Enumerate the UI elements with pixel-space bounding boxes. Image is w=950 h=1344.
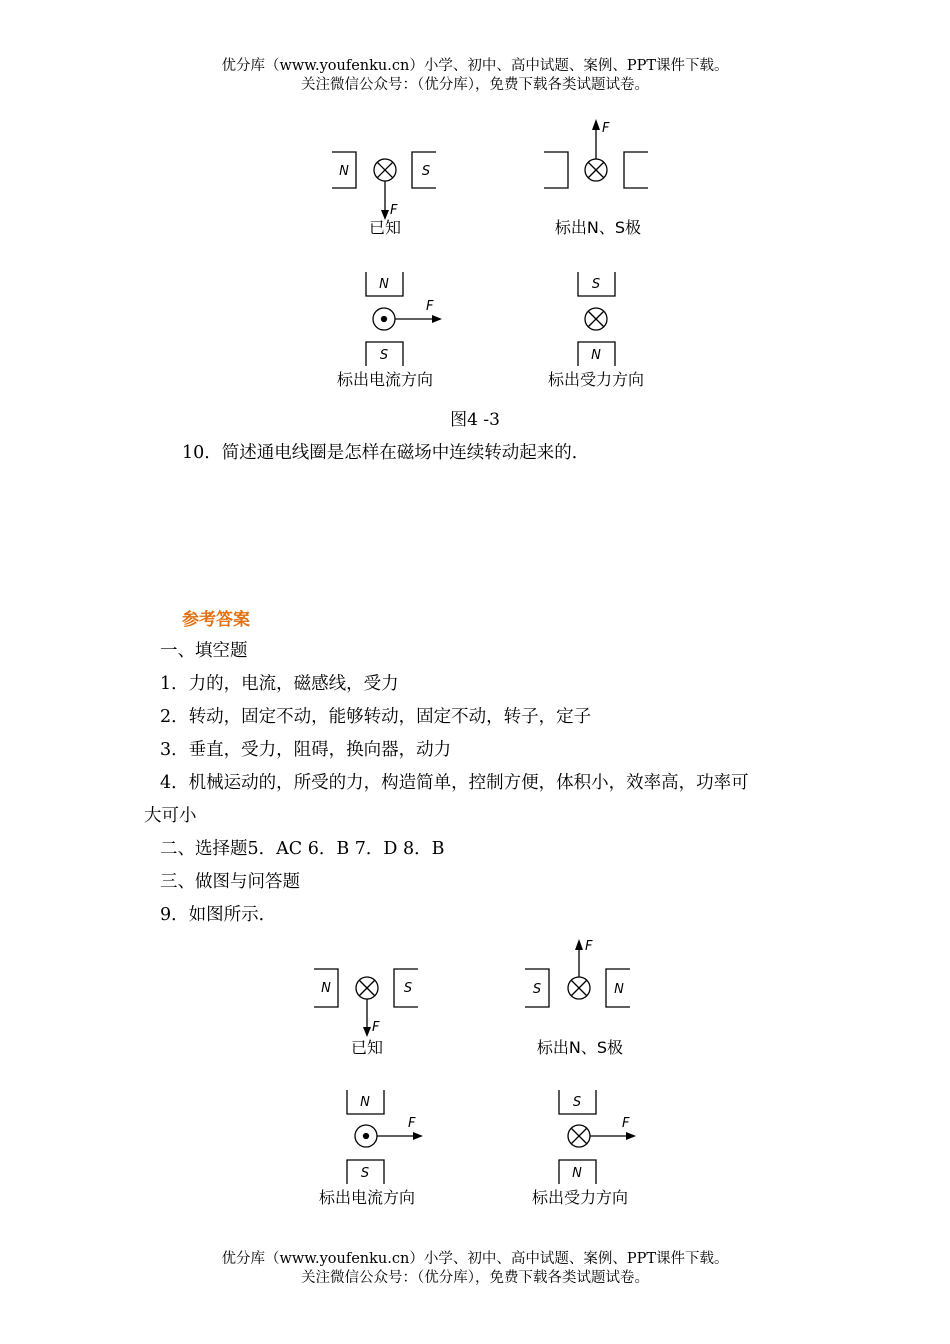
pole-label: N [360,1095,370,1110]
figure-4-3 [310,114,680,396]
question-10: 10．简述通电线圈是怎样在磁场中连续转动起来的． [182,443,590,463]
force-label: F [390,203,398,218]
answer-line: 9．如图所示． [160,905,277,925]
pole-label: N [591,348,601,363]
current-into-page-icon [568,1125,590,1147]
header-line-2: 关注微信公众号：（优分库），免费下载各类试题试卷。 [301,77,649,93]
pole-label: S [421,164,431,179]
footer-line-2: 关注微信公众号：（优分库），免费下载各类试题试卷。 [301,1270,649,1286]
panel-caption: 标出电流方向 [336,370,434,389]
panel-caption: 标出受力方向 [547,370,645,389]
page-header [0,57,950,95]
force-label: F [426,299,434,314]
pole-label: N [339,164,349,179]
current-into-page-icon [374,159,396,181]
panel-mark-poles [544,119,648,188]
answer-line: 4．机械运动的，所受的力，构造简单，控制方便，体积小，效率高，功率可 [160,773,749,793]
pole-label: N [572,1166,582,1181]
pole-label: S [360,1166,370,1181]
header-line-1: 优分库（www.youfenku.cn）小学、初中、高中试题、案例、PPT课件下载。 [221,58,729,74]
force-label: F [602,121,610,136]
current-into-page-icon [585,308,607,330]
panel-caption: 标出N、S极 [554,218,642,237]
current-out-of-page-icon [373,308,395,330]
pole-label: N [379,277,389,292]
answer-panel-mark-current [347,1090,423,1184]
answer-line: 3．垂直，受力，阻碍，换向器，动力 [160,740,452,760]
current-out-of-page-icon [355,1125,377,1147]
panel-mark-current [366,272,442,366]
answers-title: 参考答案 [182,610,250,630]
pole-label: S [572,1095,582,1110]
panel-caption: 标出电流方向 [318,1188,416,1207]
pole-label: S [591,277,601,292]
pole-label: S [403,981,413,996]
force-label: F [372,1020,380,1035]
pole-label: N [614,982,624,997]
pole-label: S [532,982,542,997]
pole-label: N [321,981,331,996]
answer-line: 一、填空题 [160,641,248,661]
answer-line: 三、做图与问答题 [160,872,300,892]
magnet-right-bracket [624,152,648,188]
answer-line: 大可小 [144,806,197,826]
force-label: F [585,939,593,954]
footer-line-1: 优分库（www.youfenku.cn）小学、初中、高中试题、案例、PPT课件下载。 [221,1251,729,1267]
panel-caption: 已知 [350,1038,384,1057]
answer-line: 1．力的，电流，磁感线，受力 [160,674,399,694]
current-into-page-icon [585,159,607,181]
force-label: F [622,1116,630,1131]
answer-panel-known [314,969,418,1037]
panel-caption: 标出N、S极 [536,1038,624,1057]
answer-panel-mark-force [559,1090,636,1184]
current-into-page-icon [356,977,378,999]
answer-figure [300,935,650,1215]
panel-caption: 已知 [368,218,402,237]
pole-label: S [379,348,389,363]
magnet-left-bracket [544,152,568,188]
page-footer [0,1250,950,1288]
answer-line: 2．转动，固定不动，能够转动，固定不动，转子，定子 [160,707,592,727]
panel-known [332,152,436,220]
panel-caption: 标出受力方向 [531,1188,629,1207]
figure-caption: 图4 -3 [450,410,500,430]
answer-line: 二、选择题5．AC 6．B 7．D 8．B [160,839,445,859]
force-label: F [408,1116,416,1131]
current-into-page-icon [568,977,590,999]
